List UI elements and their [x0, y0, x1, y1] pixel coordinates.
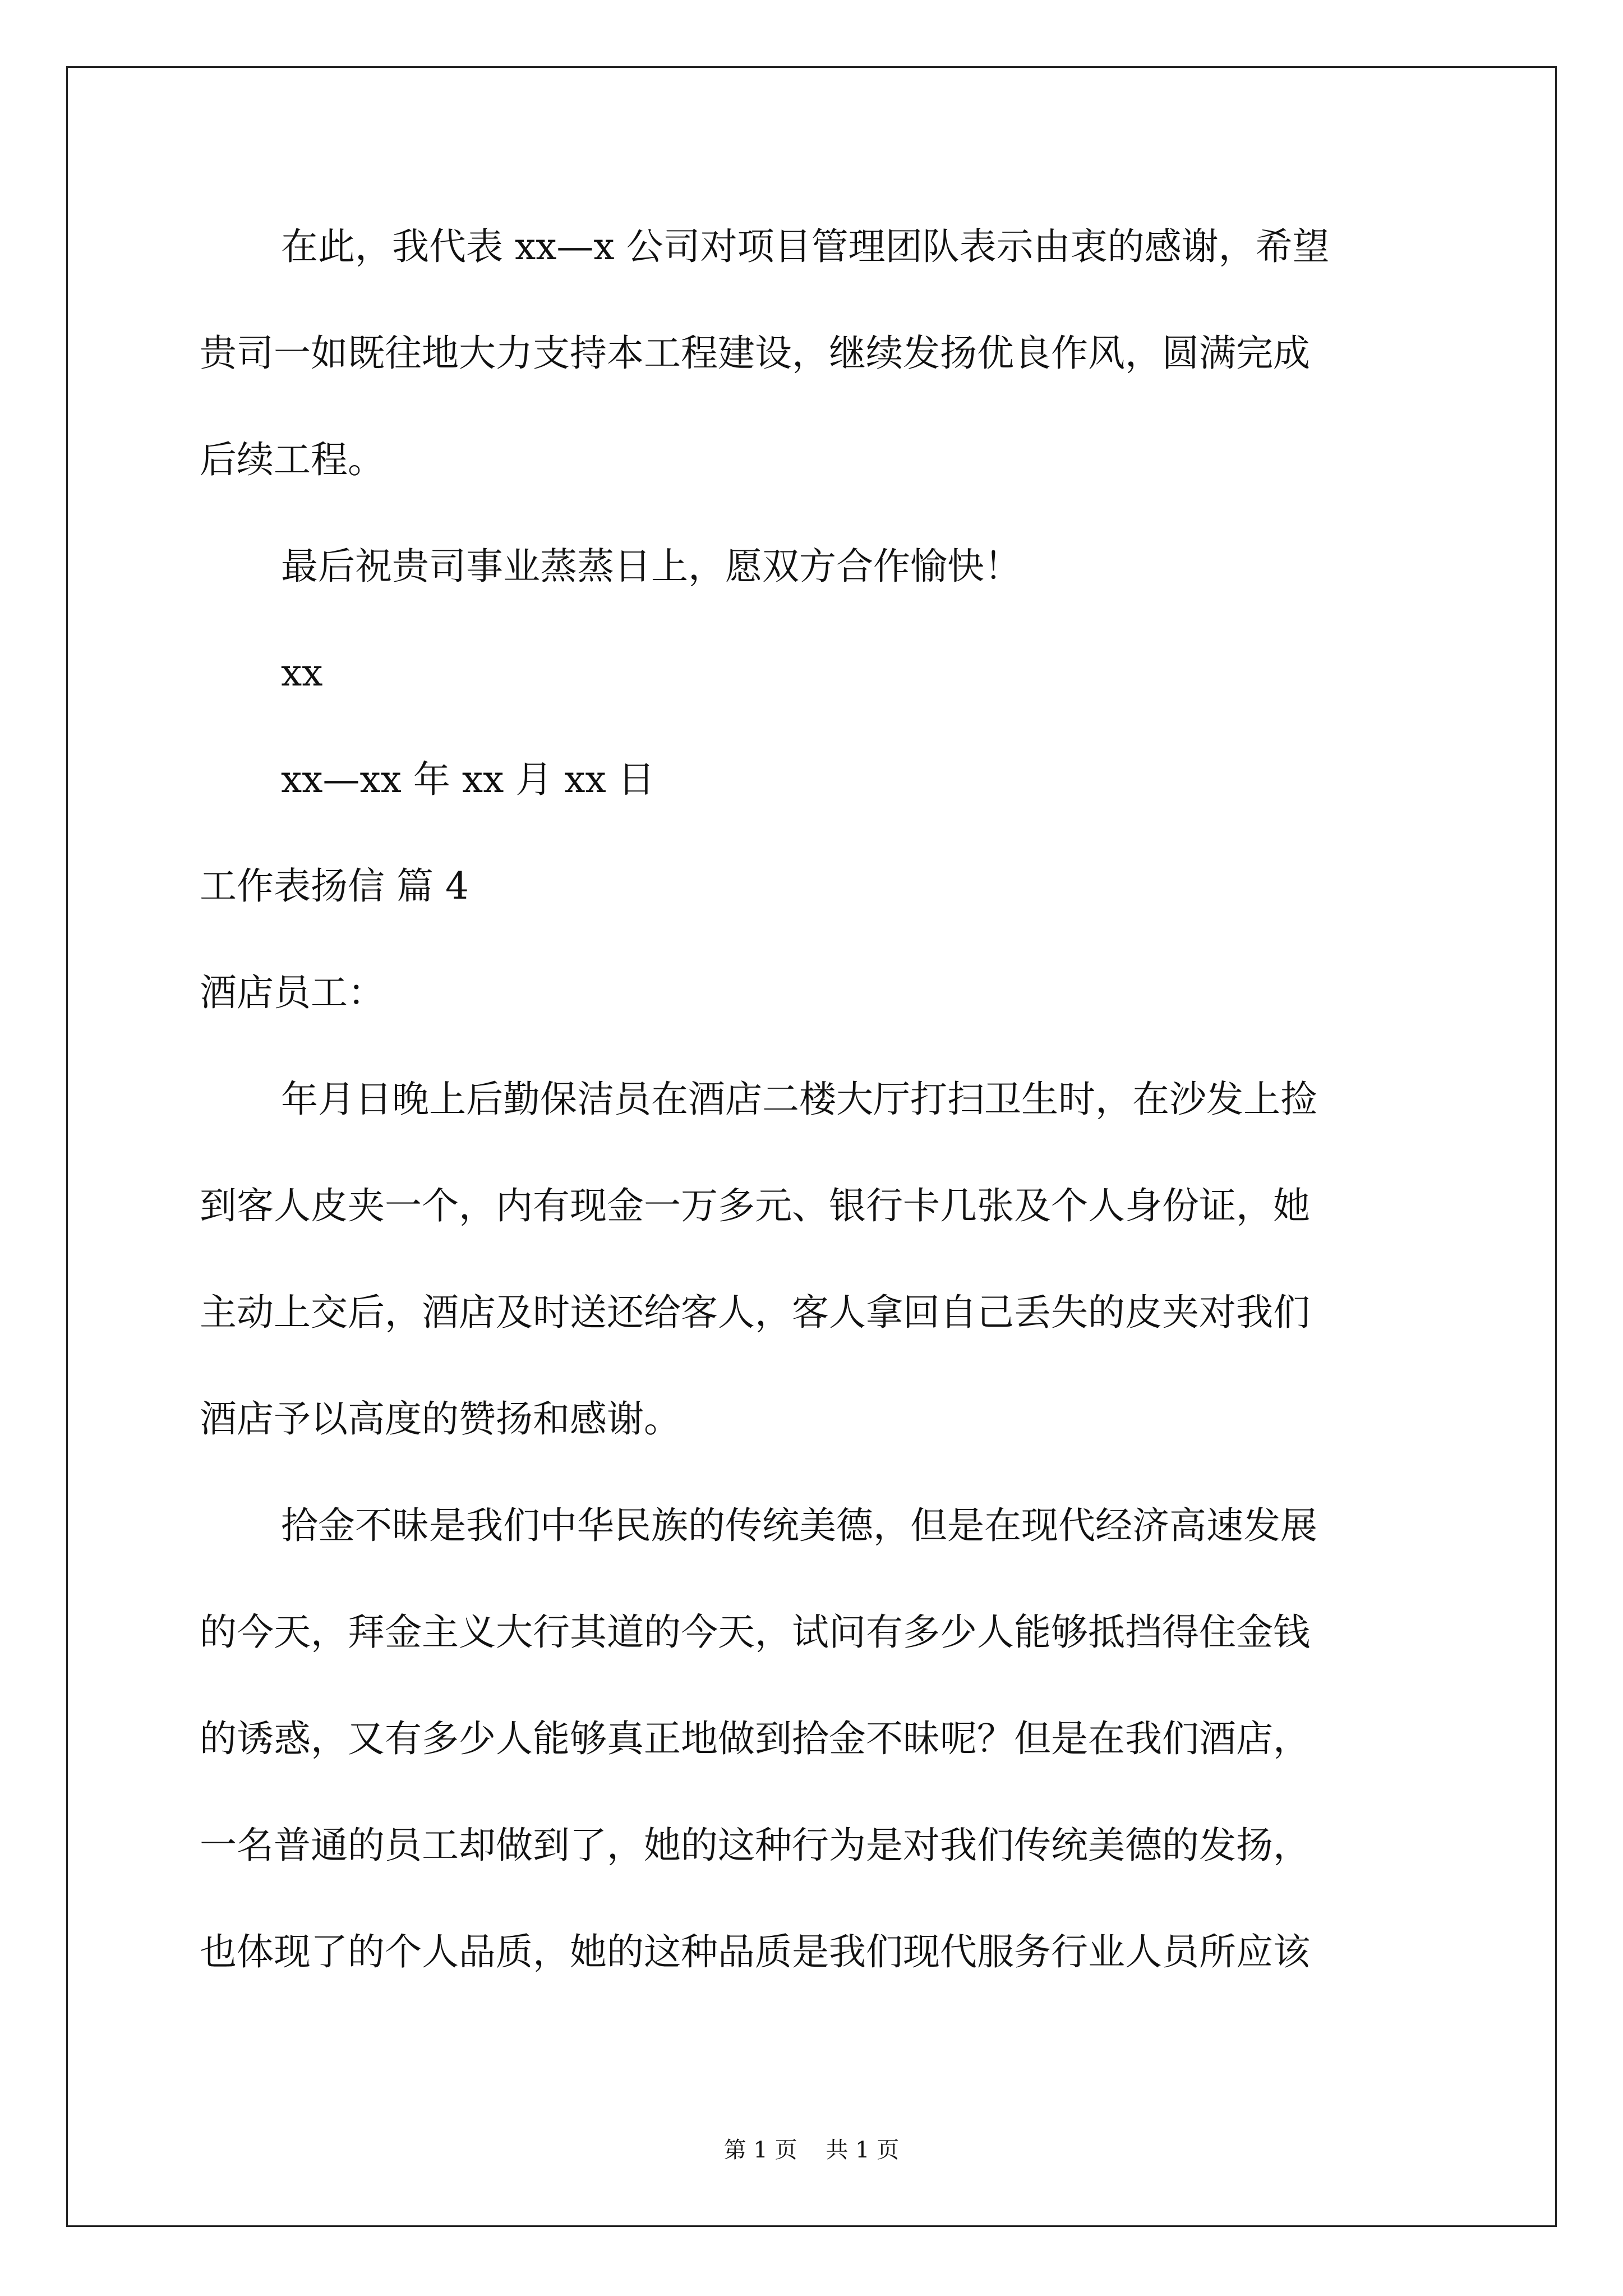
closing-wish: 最后祝贵司事业蒸蒸日上，愿双方合作愉快！	[281, 545, 1021, 588]
paragraph-thanks-line-2: 贵司一如既往地大力支持本工程建设，继续发扬优良作风，圆满完成	[200, 332, 1310, 375]
paragraph-event-line-2: 到客人皮夹一个，内有现金一万多元、银行卡几张及个人身份证，她	[200, 1184, 1310, 1227]
paragraph-virtue-line-1: 拾金不昧是我们中华民族的传统美德，但是在现代经济高速发展	[281, 1504, 1317, 1547]
signature-date: xx—xx 年 xx 月 xx 日	[281, 758, 655, 801]
salutation: 酒店员工：	[200, 971, 385, 1014]
page-number-footer: 第 1 页 共 1 页	[723, 2137, 900, 2163]
signature-name: xx	[281, 651, 323, 694]
section-heading: 工作表扬信 篇 4	[200, 864, 469, 908]
paragraph-event-line-3: 主动上交后，酒店及时送还给客人，客人拿回自己丢失的皮夹对我们	[200, 1291, 1310, 1334]
paragraph-event-line-4: 酒店予以高度的赞扬和感谢。	[200, 1397, 681, 1441]
paragraph-virtue-line-4: 一名普通的员工却做到了，她的这种行为是对我们传统美德的发扬，	[200, 1824, 1310, 1867]
paragraph-virtue-line-5: 也体现了的个人品质，她的这种品质是我们现代服务行业人员所应该	[200, 1930, 1310, 1973]
paragraph-thanks-line-3: 后续工程。	[200, 438, 385, 481]
paragraph-virtue-line-3: 的诱惑，又有多少人能够真正地做到拾金不昧呢？但是在我们酒店，	[200, 1717, 1310, 1760]
paragraph-thanks-line-1: 在此，我代表 xx—x 公司对项目管理团队表示由衷的感谢，希望	[281, 225, 1330, 268]
paragraph-event-line-1: 年月日晚上后勤保洁员在酒店二楼大厅打扫卫生时，在沙发上捡	[281, 1078, 1317, 1121]
page-border	[66, 66, 1557, 2227]
paragraph-virtue-line-2: 的今天，拜金主义大行其道的今天，试问有多少人能够抵挡得住金钱	[200, 1611, 1310, 1654]
